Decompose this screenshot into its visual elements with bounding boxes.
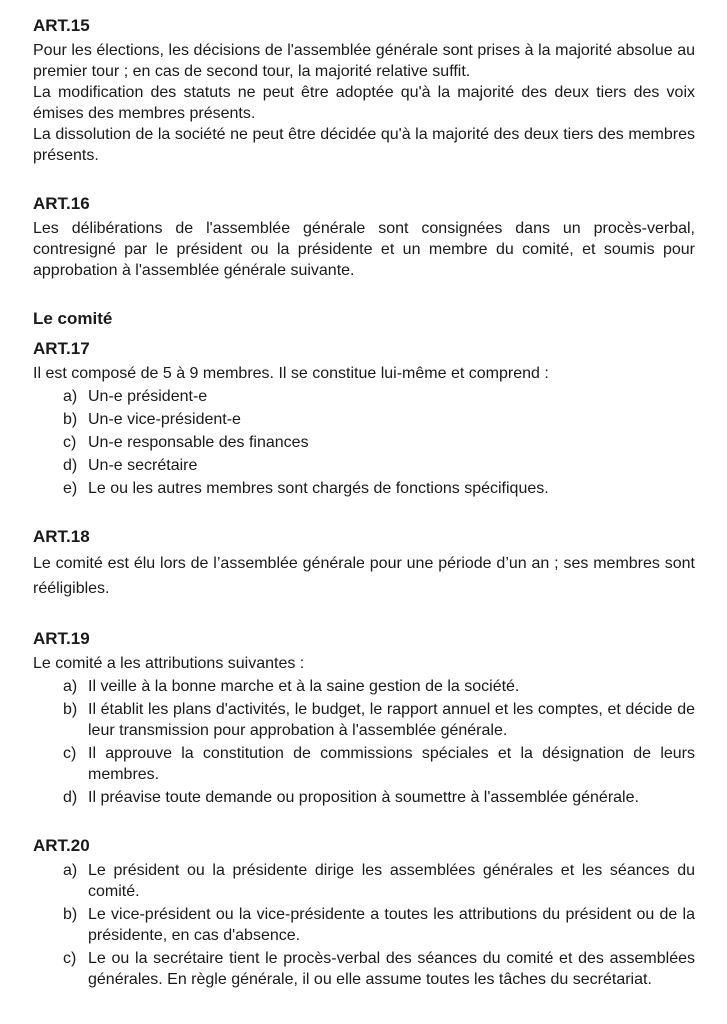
list-item-text: Un-e responsable des finances: [88, 434, 309, 451]
lettered-list: [33, 386, 695, 499]
list-item: [63, 948, 695, 990]
list-item-label: a): [63, 862, 78, 879]
article-heading: ART.18: [33, 527, 90, 546]
list-item-text: Il préavise toute demande ou proposition à soumettre à l'assemblée générale.: [88, 789, 639, 806]
lettered-list: [33, 676, 695, 808]
list-item: [63, 699, 695, 741]
list-item-text: Il approuve la constitution de commissions spéciales et la désignation de leurs membres.: [88, 745, 695, 783]
list-item-text: Le ou la secrétaire tient le procès-verbal des séances du comité et des assemblées générales. En règle générale, il ou elle assume toutes les tâches du secrétariat.: [88, 950, 695, 988]
list-item-label: c): [63, 950, 77, 967]
list-item-text: Le ou les autres membres sont chargés de fonctions spécifiques.: [88, 480, 549, 497]
list-item: [63, 386, 695, 407]
list-item: [63, 860, 695, 902]
lettered-list: [33, 860, 695, 990]
list-item-label: a): [63, 388, 78, 405]
paragraph: Pour les élections, les décisions de l'assemblée générale sont prises à la majorité absolue au premier tour ; en cas de second tour, la majorité relative suffit.: [33, 42, 695, 80]
list-item-text: Il établit les plans d'activités, le budget, le rapport annuel et les comptes, et décide de leur transmission pour approbation à l'assemblée générale.: [88, 701, 695, 739]
list-item: [63, 676, 695, 697]
chapter-heading: Le comité: [33, 309, 113, 328]
list-item-label: a): [63, 678, 78, 695]
paragraph: Le comité a les attributions suivantes :: [33, 655, 305, 672]
list-item-label: d): [63, 789, 78, 806]
list-item-label: e): [63, 480, 78, 497]
list-item: [63, 455, 695, 476]
list-item-label: c): [63, 745, 77, 762]
list-item-text: Le président ou la présidente dirige les assemblées générales et les séances du comité.: [88, 862, 695, 900]
list-item: [63, 787, 695, 808]
chapter-section: [33, 309, 695, 329]
list-item-text: Il veille à la bonne marche et à la saine gestion de la société.: [88, 678, 520, 695]
article-heading: ART.15: [33, 16, 90, 35]
list-item: [63, 904, 695, 946]
article-section: [33, 836, 695, 990]
list-item-text: Un-e vice-président-e: [88, 411, 241, 428]
paragraph: Les délibérations de l'assemblée générale sont consignées dans un procès-verbal, contresigné par le président ou la présidente et un membre du comité, et soumis pour approbation à l'assemblée générale suivante.: [33, 220, 695, 279]
paragraph: La modification des statuts ne peut être adoptée qu'à la majorité des deux tiers des voix émises des membres présents.: [33, 84, 695, 122]
article-section: [33, 339, 695, 499]
article-section: [33, 16, 695, 166]
list-item-label: d): [63, 457, 78, 474]
list-item: [63, 432, 695, 453]
article-section: [33, 629, 695, 808]
document-content: [33, 16, 695, 990]
list-item: [63, 478, 695, 499]
list-item-label: c): [63, 434, 77, 451]
list-item-label: b): [63, 411, 78, 428]
list-item-text: Un-e secrétaire: [88, 457, 198, 474]
list-item: [63, 409, 695, 430]
article-heading: ART.20: [33, 836, 90, 855]
paragraph: Il est composé de 5 à 9 membres. Il se constitue lui-même et comprend :: [33, 365, 549, 382]
list-item-text: Un-e président-e: [88, 388, 208, 405]
list-item-text: Le vice-président ou la vice-présidente a toutes les attributions du président ou de la présidente, en cas d'absence.: [88, 906, 695, 944]
article-section: [33, 194, 695, 281]
list-item-label: b): [63, 906, 78, 923]
list-item-label: b): [63, 701, 78, 718]
article-heading: ART.17: [33, 339, 90, 358]
article-section: [33, 527, 695, 601]
article-heading: ART.19: [33, 629, 90, 648]
paragraph: La dissolution de la société ne peut être décidée qu'à la majorité des deux tiers des membres présents.: [33, 126, 695, 164]
article-heading: ART.16: [33, 194, 90, 213]
list-item: [63, 743, 695, 785]
paragraph: Le comité est élu lors de l’assemblée générale pour une période d’un an ; ses membres sont rééligibles.: [33, 555, 695, 597]
